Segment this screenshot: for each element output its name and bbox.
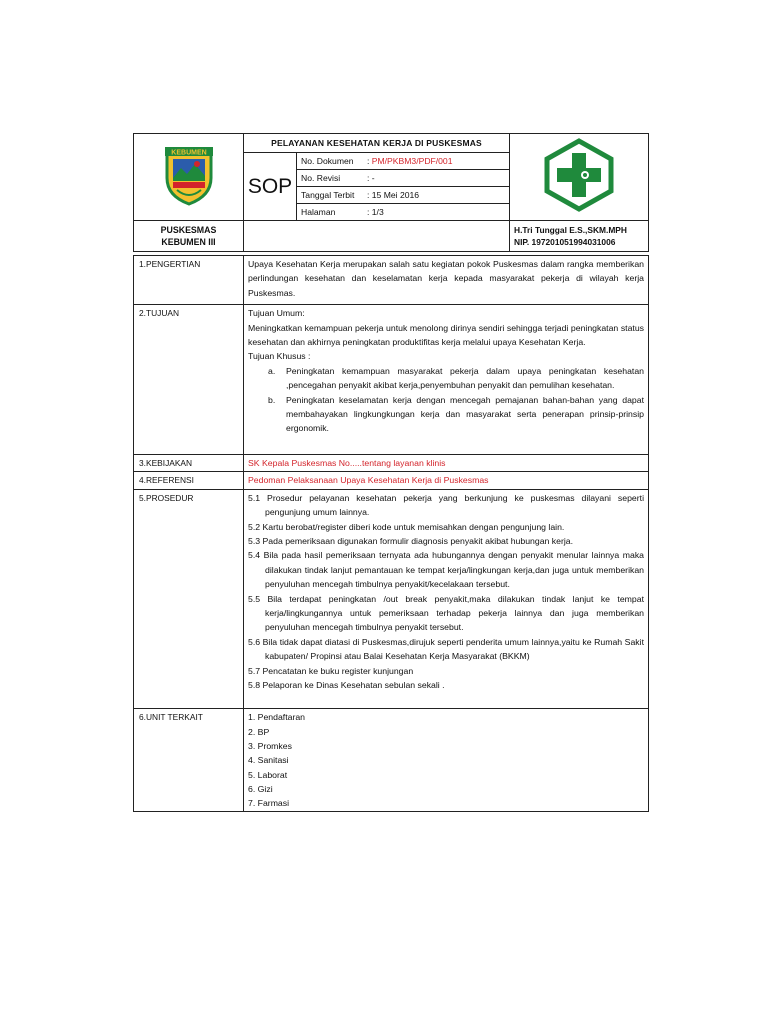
logo-left-text: KEBUMEN [170, 149, 207, 156]
meta-row-dokumen: No. Dokumen : PM/PKBM3/PDF/001 [297, 153, 510, 170]
meta-row-revisi: No. Revisi : - [297, 170, 510, 187]
pengertian-text: Upaya Kesehatan Kerja merupakan salah satu kegiatan pokok Puskesmas dalam rangka memberikan perlindungan kesehatan dan keselamatan kerja kepada masyarakat pekerja di wilayah kerja Puskesmas. [244, 256, 649, 305]
prosedur-step: 5.6 Bila tidak dapat diatasi di Puskesmas,dirujuk seperti penderita umum lainnya,yaitu ke Rumah Sakit kabupaten/ Propinsi atau Balai Kesehatan Kerja Masyarakat (BKKM) [248, 636, 644, 662]
signer-name: H.Tri Tunggal E.S.,SKM.MPH [514, 225, 627, 235]
row-tujuan [134, 305, 649, 455]
label-prosedur: 5.PROSEDUR [134, 489, 244, 709]
label-tujuan: 2.TUJUAN [134, 305, 244, 455]
prosedur-step: 5.4 Bila pada hasil pemeriksaan ternyata ada hubungannya dengan penyakit menular lainnya maka dilakukan tindak lanjut pemantauan ke tempat kerja/lingkungan kerja,dan juga untuk memberikan penyuluhan mencegah timbulnya penyakit/kecelakaan tersebut. [248, 550, 644, 590]
prosedur-step: 5.7 Pencatatan ke buku register kunjungan [248, 665, 414, 676]
puskesmas-logo-icon [541, 137, 617, 213]
signer-nip: NIP. 197201051994031006 [514, 237, 616, 247]
row-prosedur [134, 489, 649, 709]
sop-header-table [133, 133, 649, 252]
list-item: 7. Farmasi [248, 798, 290, 809]
kebumen-logo-cell [134, 134, 244, 221]
kebumen-crest-icon [157, 144, 221, 206]
sop-label: SOP [244, 153, 297, 221]
row-pengertian [134, 256, 649, 305]
prosedur-step: 5.2 Kartu berobat/register diberi kode untuk memisahkan dengan pengunjung lain. [248, 521, 565, 532]
label-pengertian: 1.PENGERTIAN [134, 256, 244, 305]
row-kebijakan [134, 454, 649, 471]
unit-terkait-list [244, 709, 649, 812]
label-unit-terkait: 6.UNIT TERKAIT [134, 709, 244, 812]
tujuan-umum-text: Meningkatkan kemampuan pekerja untuk menolong dirinya sendiri sehingga terjadi peningkatan status kesehatan dan akhirnya peningkatan produktifitas kerja melalui upaya Kesehatan Kerja. [248, 322, 644, 348]
kebijakan-text: SK Kepala Puskesmas No.....tentang layanan klinis [244, 454, 649, 471]
tujuan-khusus-list [248, 364, 644, 436]
list-item: 1. Pendaftaran [248, 712, 305, 723]
prosedur-step: 5.5 Bila terdapat peningkatan /out break penyakit,maka dilakukan tindak lanjut ke tempat kerja/lingkungannya untuk pemeriksaan terhadap pekerja lainnya dan juga memberikan penyuluhan mencegah timbulnya penyakit tersebut. [248, 593, 644, 633]
referensi-text: Pedoman Pelaksanaan Upaya Kesehatan Kerja di Puskesmas [244, 472, 649, 489]
meta-row-tanggal: Tanggal Terbit : 15 Mei 2016 [297, 187, 510, 204]
list-item: b. Peningkatan keselamatan kerja dengan mencegah pemajanan bahan-bahan yang dapat membahayakan lingkungkungan kerja dan masyarakat serta penerapan prinsip-prinsip ergonomik. [268, 394, 644, 434]
tujuan-content [244, 305, 649, 455]
list-item: 2. BP [248, 726, 270, 737]
list-item: 6. Gizi [248, 783, 273, 794]
prosedur-step: 5.3 Pada pemeriksaan digunakan formulir diagnosis penyakit akibat hubungan kerja. [248, 535, 574, 546]
tujuan-khusus-title: Tujuan Khusus : [248, 351, 311, 362]
list-item: 5. Laborat [248, 769, 288, 780]
organization-name: PUSKESMAS KEBUMEN III [134, 221, 244, 252]
label-referensi: 4.REFERENSI [134, 472, 244, 489]
puskesmas-logo-cell [510, 134, 649, 221]
tujuan-umum-title: Tujuan Umum: [248, 308, 305, 319]
empty-signature-space [244, 221, 510, 252]
list-item: 3. Promkes [248, 740, 292, 751]
row-referensi [134, 472, 649, 489]
prosedur-step: 5.1 Prosedur pelayanan kesehatan pekerja yang berkunjung ke puskesmas dilayani seperti pengunjung umum lainnya. [248, 492, 644, 518]
row-unit-terkait [134, 709, 649, 812]
label-kebijakan: 3.KEBIJAKAN [134, 454, 244, 471]
meta-row-halaman: Halaman : 1/3 [297, 204, 510, 221]
prosedur-step: 5.8 Pelaporan ke Dinas Kesehatan sebulan sekali . [248, 679, 445, 690]
sop-content-table [133, 255, 649, 812]
document-title: PELAYANAN KESEHATAN KERJA DI PUSKESMAS [244, 134, 510, 153]
list-item: 4. Sanitasi [248, 755, 289, 766]
signer-block [510, 221, 649, 252]
list-item: a. Peningkatan kemampuan masyarakat pekerja dalam upaya peningkatan kesehatan ,pencegahan penyakit akibat kerja,penyembuhan penyakit dan pemulihan kesehatan. [268, 365, 644, 391]
document-number: PM/PKBM3/PDF/001 [371, 156, 453, 166]
prosedur-content [244, 489, 649, 709]
